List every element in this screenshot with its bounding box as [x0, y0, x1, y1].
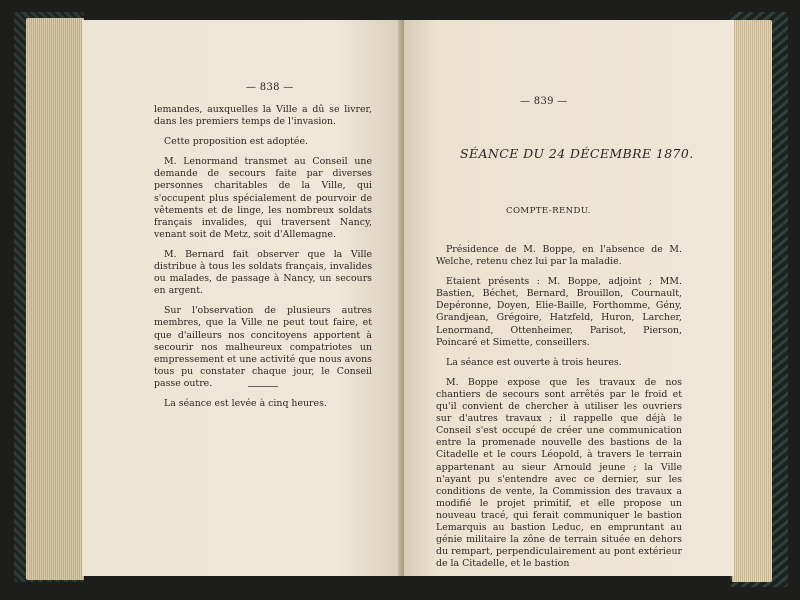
paragraph: Présidence de M. Boppe, en l'absence de M. Welche, retenu chez lui par la maladie.	[436, 244, 682, 268]
paragraph: M. Bernard fait observer que la Ville distribue à tous les soldats français, invalides ou malades, de passage à Nancy, un secours en argent.	[154, 248, 372, 297]
right-page-edges	[732, 20, 772, 582]
paragraph: Etaient présents : M. Boppe, adjoint ; MM. Bastien, Béchet, Bernard, Brouillon, Cournault, Depéronne, Doyen, Elie-Baille, Forthomme, Gény, Grandjean, Grégoire, Hatzfeld, Huron, Larcher, Lenormand, Ottenheimer, Parisot, Pierson, Poincaré et Simette, conseillers.	[436, 276, 682, 348]
section-heading: COMPTE-RENDU.	[506, 206, 591, 216]
left-page-text	[154, 104, 372, 418]
left-page	[82, 20, 402, 576]
paragraph: lemandes, auxquelles la Ville a dû se livrer, dans les premiers temps de l'invasion.	[154, 104, 372, 128]
right-page-text	[436, 244, 682, 578]
right-page-number: — 839 —	[520, 96, 568, 107]
left-page-edges	[26, 18, 84, 580]
end-rule	[248, 386, 278, 387]
session-title: SÉANCE DU 24 DÉCEMBRE 1870.	[460, 146, 694, 161]
paragraph: Cette proposition est adoptée.	[164, 136, 308, 148]
paragraph: M. Boppe expose que les travaux de nos chantiers de secours sont arrêtés par le froid et qu'il convient de chercher à utiliser les ouvriers sur d'autres travaux ; il rappelle que déjà le Conseil s'est occupé de créer une communication entre la promenade nouvelle des bastions de la Citadelle et le cours Léopold, à travers le terrain appartenant au sieur Arnould jeune ; la Ville n'ayant pu s'entendre avec ce dernier, sur les conditions de vente, la Commission des travaux a modifié le projet primitif, et elle propose un nouveau tracé, qui ferait communiquer le bastion Lemarquis au bastion Leduc, en empruntant au génie militaire la zône de terrain située en dehors du rempart, perpendiculairement au pont extérieur de la Citadelle, et le bastion	[436, 376, 682, 570]
paragraph: Sur l'observation de plusieurs autres membres, que la Ville ne peut tout faire, et que d'ailleurs nos concitoyens apportent à secourir nos malheureux compatriotes un empressement et une activité que nous avons tous pu constater chaque jour, le Conseil passe outre.	[154, 305, 372, 389]
paragraph: M. Lenormand transmet au Conseil une demande de secours faite par diverses personnes charitables de la Ville, qui s'occupent plus spécialement de pourvoir de vêtements et de linge, les nombreux soldats français invalides, qui traversent Nancy, venant soit de Metz, soit d'Allemagne.	[154, 156, 372, 240]
paragraph: La séance est levée à cinq heures.	[164, 397, 327, 409]
left-page-number: — 838 —	[246, 82, 294, 93]
right-page	[404, 20, 734, 576]
paragraph: La séance est ouverte à trois heures.	[446, 356, 622, 368]
